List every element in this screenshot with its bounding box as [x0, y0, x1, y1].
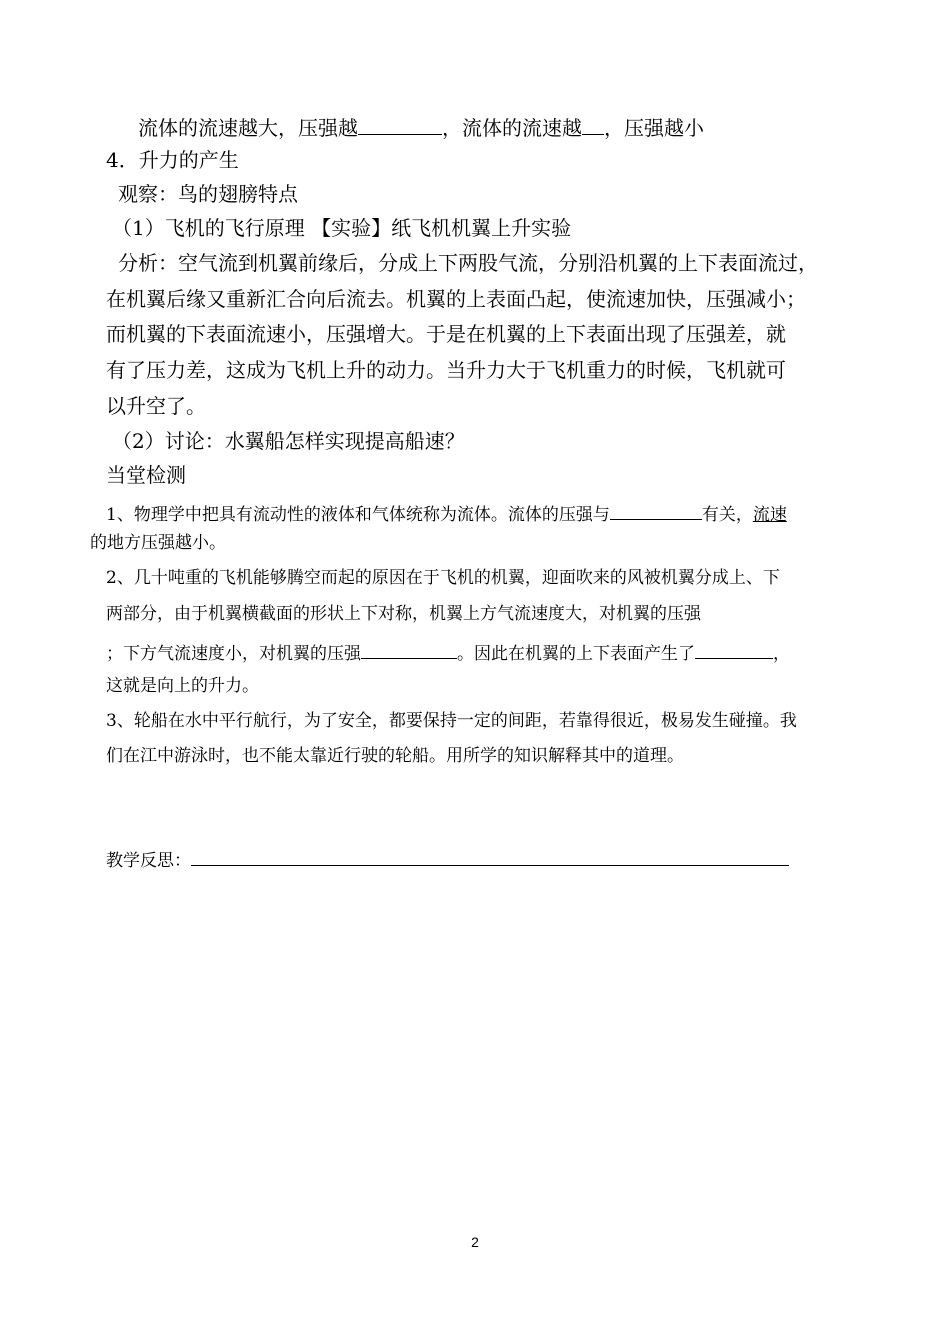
text-segment: 1、物理学中把具有流动性的液体和气体统称为流体。流体的压强与 [106, 505, 610, 525]
item-discussion: （2）讨论：水翼船怎样实现提高船速？ [112, 429, 465, 453]
item-flight-principle: （1）飞机的飞行原理 【实验】纸飞机机翼上升实验 [112, 216, 572, 240]
fill-line-flow-speed [138, 114, 704, 138]
text-segment: ， [773, 644, 790, 664]
reflection-label: 教学反思： [106, 851, 191, 871]
question-1 [106, 502, 787, 524]
underlined-text: 流速 [752, 505, 787, 525]
page-number: 2 [471, 1234, 479, 1250]
question-1-cont: 的地方压强越小。 [90, 533, 226, 553]
teaching-reflection [106, 848, 789, 870]
answer-blank[interactable] [610, 502, 702, 520]
text-segment: ；下方气流速度小，对机翼的压强 [106, 644, 361, 664]
question-2: 2、几十吨重的飞机能够腾空而起的原因在于飞机的机翼，迎面吹来的风被机翼分成上、下 [106, 568, 780, 588]
analysis-line: 在机翼后缘又重新汇合向后流去。机翼的上表面凸起，使流速加快，压强减小； [106, 287, 806, 311]
observation-line: 观察：鸟的翅膀特点 [118, 182, 298, 206]
analysis-line: 有了压力差，这成为飞机上升的动力。当升力大于飞机重力的时候，飞机就可 [106, 358, 786, 382]
answer-blank[interactable] [361, 641, 457, 659]
question-3-cont: 们在江中游泳时，也不能太靠近行驶的轮船。用所学的知识解释其中的道理。 [106, 746, 684, 766]
question-3: 3、轮船在水中平行航行，为了安全，都要保持一定的间距，若靠得很近，极易发生碰撞。我 [106, 711, 797, 731]
reflection-blank[interactable] [191, 848, 789, 866]
check-heading: 当堂检测 [106, 463, 186, 487]
question-2-cont: 两部分，由于机翼横截面的形状上下对称，机翼上方气流速度大，对机翼的压强 [106, 604, 701, 624]
analysis-line: 以升空了。 [106, 394, 206, 418]
section-heading: 4．升力的产生 [106, 148, 239, 172]
text-segment: 。因此在机翼的上下表面产生了 [457, 644, 695, 664]
text-segment: ，压强越小 [604, 116, 704, 140]
analysis-line: 而机翼的下表面流速小，压强增大。于是在机翼的上下表面出现了压强差，就 [106, 322, 786, 346]
analysis-line: 分析：空气流到机翼前缘后，分成上下两股气流，分别沿机翼的上下表面流过， [118, 251, 818, 275]
answer-blank[interactable] [358, 114, 442, 135]
answer-blank[interactable] [695, 641, 773, 659]
question-2-blanks [106, 641, 790, 663]
answer-blank[interactable] [582, 114, 604, 135]
text-segment: 有关， [701, 505, 753, 525]
text-segment: 流体的流速越大，压强越 [138, 116, 358, 140]
text-segment: ，流体的流速越 [442, 116, 582, 140]
question-2-end: 这就是向上的升力。 [106, 676, 259, 696]
